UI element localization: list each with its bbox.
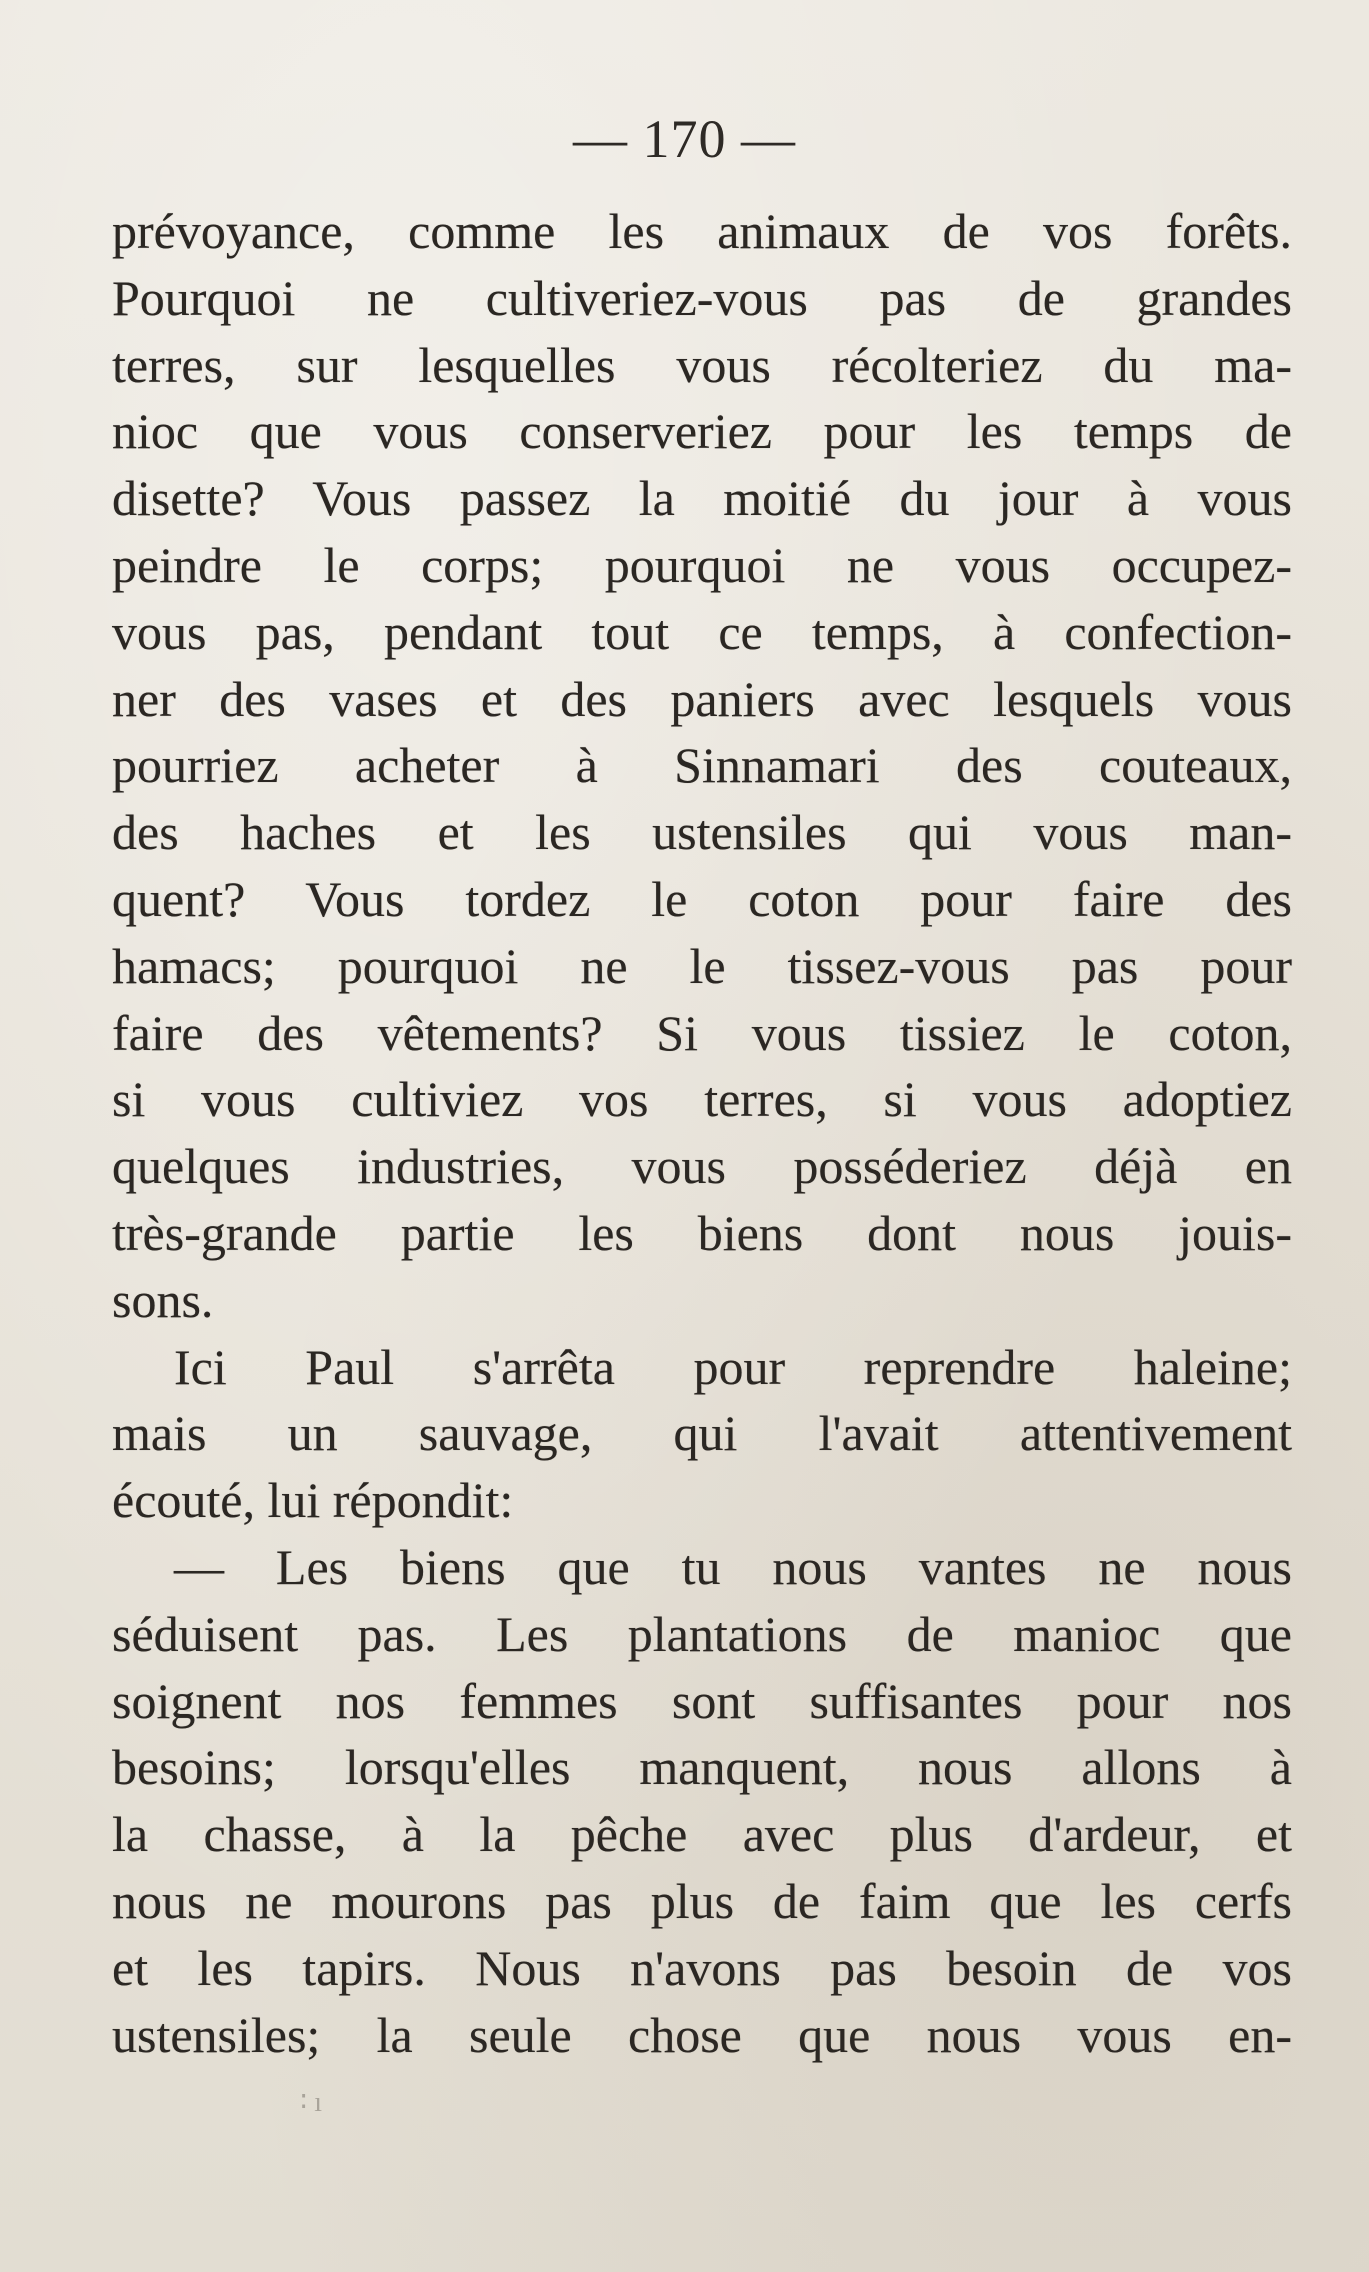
text-line: besoins; lorsqu'elles manquent, nous allons à — [112, 1739, 1292, 1796]
text-line: séduisent pas. Les plantations de manioc que — [112, 1605, 1292, 1662]
text-line: ustensiles; la seule chose que nous vous en- — [112, 2006, 1292, 2063]
text-line: la chasse, à la pêche avec plus d'ardeur, et — [112, 1806, 1292, 1863]
text-line: faire des vêtements? Si vous tissiez le coton, — [112, 1004, 1292, 1061]
text-line: disette? Vous passez la moitié du jour à vous — [112, 470, 1292, 527]
text-line: nous ne mourons pas plus de faim que les cerfs — [112, 1872, 1292, 1929]
text-line: ner des vases et des paniers avec lesquels vous — [112, 670, 1292, 727]
body-text — [112, 198, 1292, 2068]
page-number: — 170 — — [573, 109, 796, 169]
text-line: des haches et les ustensiles qui vous man- — [112, 804, 1292, 861]
text-line: très-grande partie les biens dont nous jouis- — [112, 1204, 1292, 1261]
paragraph-end-line: sons. — [112, 1271, 214, 1328]
text-line: prévoyance, comme les animaux de vos forêts. — [112, 203, 1292, 259]
text-line: quent? Vous tordez le coton pour faire des — [112, 870, 1292, 927]
paragraph-start-line: Ici Paul s'arrêta pour reprendre haleine; — [174, 1338, 1292, 1395]
text-line: mais un sauvage, qui l'avait attentivement — [112, 1405, 1292, 1462]
text-line: soignent nos femmes sont suffisantes pour nos — [112, 1672, 1292, 1729]
text-line: quelques industries, vous posséderiez déjà en — [112, 1138, 1292, 1195]
text-line: nioc que vous conserveriez pour les temps de — [112, 403, 1292, 460]
text-line: vous pas, pendant tout ce temps, à confection- — [112, 603, 1292, 660]
paragraph-end-line: écouté, lui répondit: — [112, 1472, 514, 1529]
text-line: et les tapirs. Nous n'avons pas besoin de vos — [112, 1939, 1292, 1996]
text-line: peindre le corps; pourquoi ne vous occupez- — [112, 536, 1292, 593]
text-line: hamacs; pourquoi ne le tissez-vous pas pour — [112, 937, 1292, 994]
text-line: pourriez acheter à Sinnamari des couteaux, — [112, 737, 1292, 794]
text-line: Pourquoi ne cultiveriez-vous pas de grandes — [112, 269, 1292, 326]
dialogue-start-line: — Les biens que tu nous vantes ne nous — [174, 1538, 1292, 1595]
paper-blemish: ∶ ı — [300, 2087, 323, 2118]
text-line: terres, sur lesquelles vous récolteriez du ma- — [112, 336, 1292, 393]
text-line: si vous cultiviez vos terres, si vous adoptiez — [112, 1071, 1292, 1128]
